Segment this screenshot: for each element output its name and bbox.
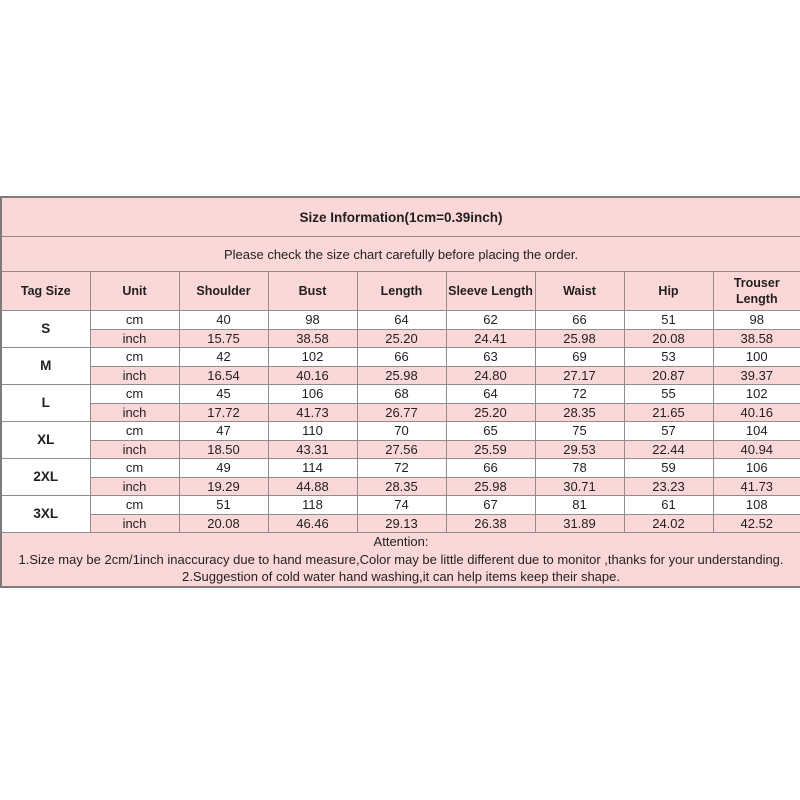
size-row-2xl-inch [1, 477, 800, 496]
value-l-inch-5: 21.65 [624, 403, 713, 422]
tag-size-xl: XL [1, 422, 90, 459]
size-row-m-cm [1, 348, 800, 367]
value-s-cm-6: 98 [713, 311, 800, 330]
column-header-trouser-length: Trouser Length [713, 272, 800, 311]
value-m-inch-0: 16.54 [179, 366, 268, 385]
value-l-inch-0: 17.72 [179, 403, 268, 422]
column-header-sleeve-length: Sleeve Length [446, 272, 535, 311]
tag-size-3xl: 3XL [1, 496, 90, 533]
value-2xl-inch-6: 41.73 [713, 477, 800, 496]
size-row-l-inch [1, 403, 800, 422]
table-title: Size Information(1cm=0.39inch) [1, 197, 800, 237]
size-row-s-inch [1, 329, 800, 348]
column-header-row [1, 272, 800, 311]
unit-label-cm: cm [90, 348, 179, 367]
value-3xl-cm-0: 51 [179, 496, 268, 515]
value-3xl-inch-6: 42.52 [713, 514, 800, 533]
value-3xl-cm-6: 108 [713, 496, 800, 515]
size-row-xl-inch [1, 440, 800, 459]
table-subtitle-row [1, 237, 800, 272]
tag-size-l: L [1, 385, 90, 422]
value-l-cm-1: 106 [268, 385, 357, 404]
value-3xl-cm-2: 74 [357, 496, 446, 515]
value-s-inch-1: 38.58 [268, 329, 357, 348]
column-header-tag-size: Tag Size [1, 272, 90, 311]
value-m-inch-5: 20.87 [624, 366, 713, 385]
attention-note-2: 2.Suggestion of cold water hand washing,it can help items keep their shape. [182, 569, 620, 584]
unit-label-cm: cm [90, 385, 179, 404]
value-2xl-cm-4: 78 [535, 459, 624, 478]
value-3xl-inch-0: 20.08 [179, 514, 268, 533]
unit-label-cm: cm [90, 496, 179, 515]
size-row-3xl-inch [1, 514, 800, 533]
value-3xl-inch-2: 29.13 [357, 514, 446, 533]
value-m-inch-4: 27.17 [535, 366, 624, 385]
value-xl-cm-6: 104 [713, 422, 800, 441]
column-header-bust: Bust [268, 272, 357, 311]
value-3xl-cm-4: 81 [535, 496, 624, 515]
table-subtitle: Please check the size chart carefully before placing the order. [1, 237, 800, 272]
value-xl-cm-0: 47 [179, 422, 268, 441]
value-2xl-inch-4: 30.71 [535, 477, 624, 496]
unit-label-cm: cm [90, 311, 179, 330]
value-l-inch-2: 26.77 [357, 403, 446, 422]
attention-heading: Attention: [373, 534, 429, 549]
value-2xl-cm-3: 66 [446, 459, 535, 478]
value-s-inch-0: 15.75 [179, 329, 268, 348]
value-s-inch-3: 24.41 [446, 329, 535, 348]
value-s-cm-2: 64 [357, 311, 446, 330]
value-xl-cm-3: 65 [446, 422, 535, 441]
value-xl-inch-1: 43.31 [268, 440, 357, 459]
value-l-inch-3: 25.20 [446, 403, 535, 422]
unit-label-cm: cm [90, 422, 179, 441]
column-header-length: Length [357, 272, 446, 311]
value-m-inch-3: 24.80 [446, 366, 535, 385]
attention-cell [1, 533, 800, 587]
value-l-cm-6: 102 [713, 385, 800, 404]
value-2xl-cm-6: 106 [713, 459, 800, 478]
unit-label-inch: inch [90, 514, 179, 533]
size-row-l-cm [1, 385, 800, 404]
value-2xl-cm-1: 114 [268, 459, 357, 478]
value-2xl-inch-0: 19.29 [179, 477, 268, 496]
value-2xl-cm-2: 72 [357, 459, 446, 478]
tag-size-s: S [1, 311, 90, 348]
value-3xl-inch-1: 46.46 [268, 514, 357, 533]
value-xl-inch-2: 27.56 [357, 440, 446, 459]
value-l-cm-4: 72 [535, 385, 624, 404]
unit-label-inch: inch [90, 329, 179, 348]
value-l-cm-2: 68 [357, 385, 446, 404]
value-xl-inch-4: 29.53 [535, 440, 624, 459]
value-s-cm-5: 51 [624, 311, 713, 330]
value-m-cm-2: 66 [357, 348, 446, 367]
unit-label-inch: inch [90, 403, 179, 422]
value-xl-cm-4: 75 [535, 422, 624, 441]
value-m-cm-4: 69 [535, 348, 624, 367]
value-2xl-inch-3: 25.98 [446, 477, 535, 496]
value-s-cm-3: 62 [446, 311, 535, 330]
value-s-cm-4: 66 [535, 311, 624, 330]
unit-label-cm: cm [90, 459, 179, 478]
size-table [0, 196, 800, 588]
value-2xl-cm-5: 59 [624, 459, 713, 478]
value-s-cm-0: 40 [179, 311, 268, 330]
value-l-inch-4: 28.35 [535, 403, 624, 422]
value-3xl-cm-1: 118 [268, 496, 357, 515]
value-xl-cm-5: 57 [624, 422, 713, 441]
value-3xl-inch-5: 24.02 [624, 514, 713, 533]
value-s-inch-2: 25.20 [357, 329, 446, 348]
column-header-unit: Unit [90, 272, 179, 311]
value-2xl-inch-5: 23.23 [624, 477, 713, 496]
size-row-s-cm [1, 311, 800, 330]
value-s-inch-5: 20.08 [624, 329, 713, 348]
value-l-inch-1: 41.73 [268, 403, 357, 422]
value-xl-inch-0: 18.50 [179, 440, 268, 459]
value-s-cm-1: 98 [268, 311, 357, 330]
unit-label-inch: inch [90, 366, 179, 385]
tag-size-2xl: 2XL [1, 459, 90, 496]
value-m-inch-1: 40.16 [268, 366, 357, 385]
table-title-row [1, 197, 800, 237]
value-l-cm-0: 45 [179, 385, 268, 404]
size-row-3xl-cm [1, 496, 800, 515]
size-row-xl-cm [1, 422, 800, 441]
size-chart-container [0, 196, 800, 588]
value-s-inch-6: 38.58 [713, 329, 800, 348]
value-m-inch-2: 25.98 [357, 366, 446, 385]
value-3xl-cm-5: 61 [624, 496, 713, 515]
value-m-inch-6: 39.37 [713, 366, 800, 385]
column-header-waist: Waist [535, 272, 624, 311]
value-3xl-inch-4: 31.89 [535, 514, 624, 533]
value-m-cm-6: 100 [713, 348, 800, 367]
value-l-cm-3: 64 [446, 385, 535, 404]
value-xl-inch-3: 25.59 [446, 440, 535, 459]
value-l-cm-5: 55 [624, 385, 713, 404]
value-xl-inch-5: 22.44 [624, 440, 713, 459]
unit-label-inch: inch [90, 440, 179, 459]
value-2xl-inch-2: 28.35 [357, 477, 446, 496]
attention-note-1: 1.Size may be 2cm/1inch inaccuracy due to hand measure,Color may be little different due to monitor ,thanks for your understanding. [18, 551, 784, 567]
value-2xl-inch-1: 44.88 [268, 477, 357, 496]
value-l-inch-6: 40.16 [713, 403, 800, 422]
value-s-inch-4: 25.98 [535, 329, 624, 348]
unit-label-inch: inch [90, 477, 179, 496]
value-m-cm-5: 53 [624, 348, 713, 367]
value-xl-inch-6: 40.94 [713, 440, 800, 459]
size-row-m-inch [1, 366, 800, 385]
value-xl-cm-1: 110 [268, 422, 357, 441]
value-m-cm-0: 42 [179, 348, 268, 367]
tag-size-m: M [1, 348, 90, 385]
value-xl-cm-2: 70 [357, 422, 446, 441]
value-2xl-cm-0: 49 [179, 459, 268, 478]
value-3xl-inch-3: 26.38 [446, 514, 535, 533]
column-header-shoulder: Shoulder [179, 272, 268, 311]
size-row-2xl-cm [1, 459, 800, 478]
column-header-hip: Hip [624, 272, 713, 311]
attention-row [1, 533, 800, 587]
value-3xl-cm-3: 67 [446, 496, 535, 515]
value-m-cm-3: 63 [446, 348, 535, 367]
value-m-cm-1: 102 [268, 348, 357, 367]
